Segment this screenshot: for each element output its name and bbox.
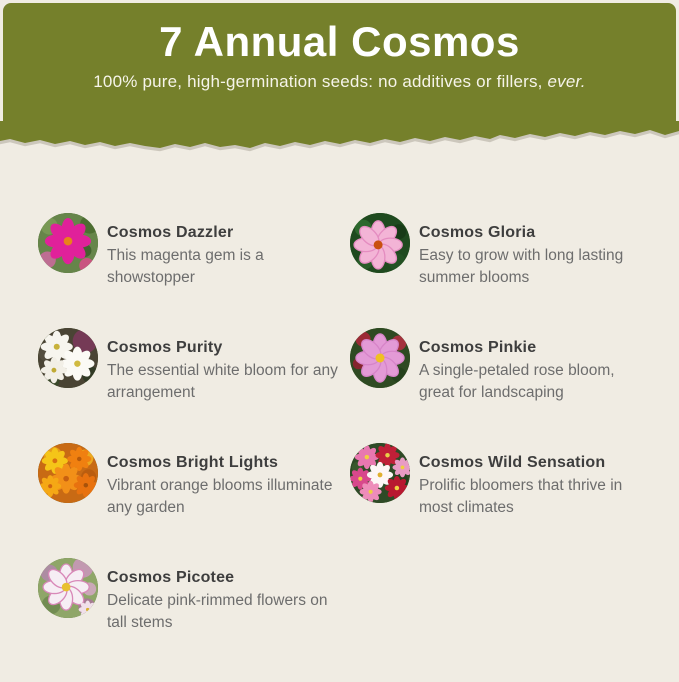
- variety-name: Cosmos Picotee: [107, 569, 235, 586]
- flower-photo-picotee-icon: [38, 558, 98, 618]
- variety-name: Cosmos Gloria: [419, 224, 536, 241]
- flower-photo-dazzler-icon: [38, 213, 98, 273]
- variety-item-gloria: [350, 213, 649, 288]
- variety-item-dazzler: [38, 213, 350, 288]
- variety-item-purity: [38, 328, 350, 403]
- variety-item-wild-sensation: [350, 443, 649, 518]
- variety-description: Vibrant orange blooms illuminate any garden: [107, 477, 333, 516]
- variety-item-picotee: [38, 558, 350, 633]
- variety-name: Cosmos Pinkie: [419, 339, 537, 356]
- torn-paper-edge: [0, 121, 679, 155]
- variety-item-pinkie: [350, 328, 649, 403]
- variety-name: Cosmos Wild Sensation: [419, 454, 606, 471]
- variety-description: Easy to grow with long lasting summer blooms: [419, 247, 624, 286]
- subtitle-text: 100% pure, high-germination seeds: no additives or fillers,: [93, 72, 548, 92]
- variety-description: This magenta gem is a showstopper: [107, 247, 264, 286]
- variety-name: Cosmos Bright Lights: [107, 454, 279, 471]
- flower-photo-gloria-icon: [350, 213, 410, 273]
- variety-description: Delicate pink-rimmed flowers on tall stems: [107, 592, 328, 631]
- variety-list: [0, 155, 679, 673]
- subtitle-emphasis: ever.: [547, 72, 586, 92]
- flower-photo-bright-lights-icon: [38, 443, 98, 503]
- variety-description: The essential white bloom for any arrangement: [107, 362, 338, 401]
- flower-photo-purity-icon: [38, 328, 98, 388]
- infographic-page: [0, 3, 679, 682]
- variety-description: Prolific bloomers that thrive in most climates: [419, 477, 623, 516]
- variety-item-bright-lights: [38, 443, 350, 518]
- variety-name: Cosmos Purity: [107, 339, 223, 356]
- variety-name: Cosmos Dazzler: [107, 224, 234, 241]
- page-subtitle: [3, 72, 676, 92]
- header-band: [3, 3, 676, 121]
- flower-photo-pinkie-icon: [350, 328, 410, 388]
- variety-description: A single-petaled rose bloom, great for landscaping: [419, 362, 615, 401]
- flower-photo-wild-sensation-icon: [350, 443, 410, 503]
- page-title: 7 Annual Cosmos: [159, 18, 520, 65]
